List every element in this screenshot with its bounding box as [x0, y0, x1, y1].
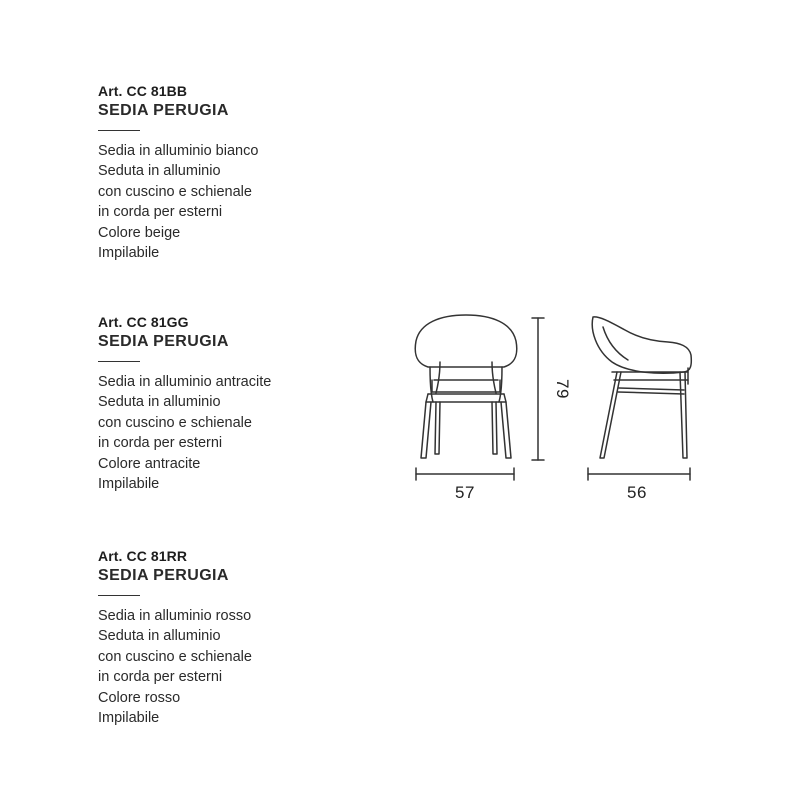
- product-name: SEDIA PERUGIA: [98, 333, 229, 350]
- description-line: in corda per esterni: [98, 204, 223, 221]
- description-line: Colore beige: [98, 224, 181, 241]
- description-line: Colore rosso: [98, 689, 181, 706]
- depth-dimension-label: 56: [627, 483, 647, 502]
- description-line: Sedia in alluminio rosso: [98, 608, 252, 624]
- chair-side-view-icon: [592, 317, 691, 458]
- product-name: SEDIA PERUGIA: [98, 102, 229, 119]
- description-line: in corda per esterni: [98, 669, 223, 686]
- description-line: in corda per esterni: [98, 435, 223, 452]
- height-dimension-label: 79: [553, 379, 572, 399]
- description-line: con cuscino e schienale: [98, 648, 252, 665]
- description-line: Impilabile: [98, 476, 160, 493]
- description-line: Seduta in alluminio: [98, 163, 221, 180]
- description-line: Sedia in alluminio bianco: [98, 143, 259, 159]
- product-name: SEDIA PERUGIA: [98, 567, 229, 584]
- width-dimension-line: [416, 468, 514, 480]
- description-line: Seduta in alluminio: [98, 394, 221, 411]
- description-line: Impilabile: [98, 245, 160, 262]
- description-line: Sedia in alluminio antracite: [98, 374, 272, 390]
- chair-front-view-icon: [415, 315, 517, 458]
- width-dimension-label: 57: [455, 483, 475, 502]
- description-line: Seduta in alluminio: [98, 628, 221, 645]
- product-code: Art. CC 81RR: [98, 548, 188, 564]
- height-dimension-line: [532, 318, 544, 460]
- description-line: con cuscino e schienale: [98, 414, 252, 431]
- depth-dimension-line: [588, 468, 690, 480]
- product-code: Art. CC 81BB: [98, 83, 188, 99]
- description-line: con cuscino e schienale: [98, 183, 252, 200]
- description-line: Impilabile: [98, 710, 160, 727]
- description-line: Colore antracite: [98, 455, 201, 472]
- product-code: Art. CC 81GG: [98, 314, 189, 330]
